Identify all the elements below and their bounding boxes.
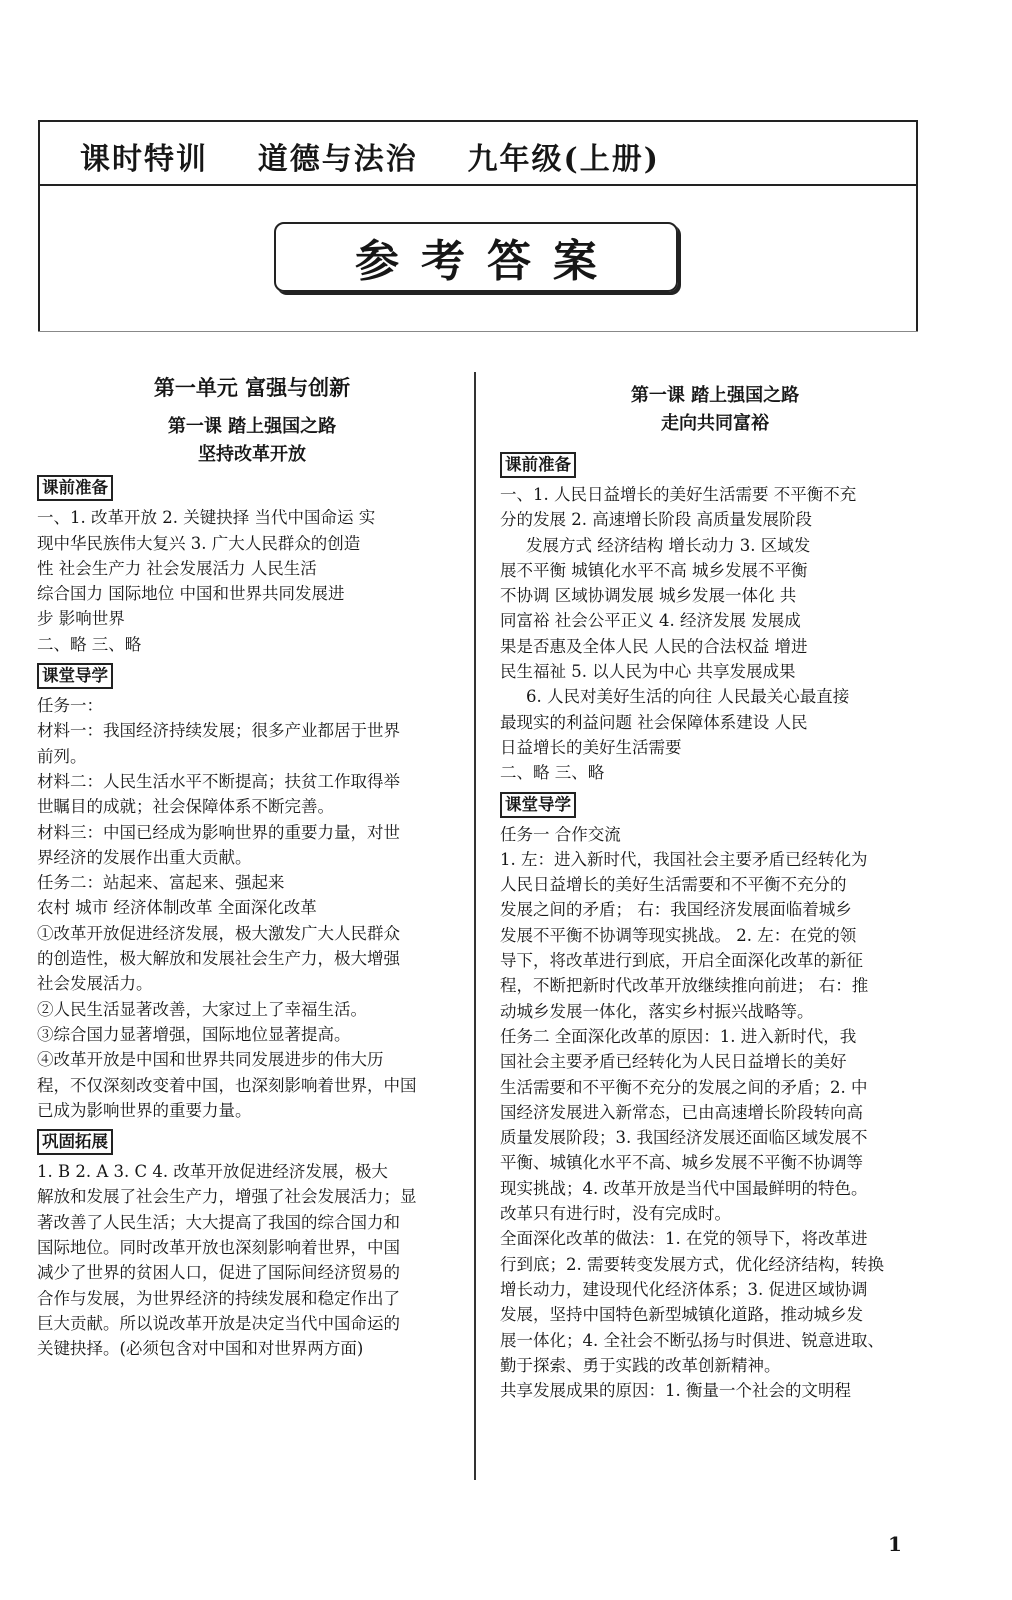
text-line: 果是否惠及全体人民 人民的合法权益 增进 [500,636,808,656]
text-line: 展一体化；4. 全社会不断弘扬与时俱进、锐意进取、 [500,1330,884,1350]
text-line: 界经济的发展作出重大贡献。 [37,847,252,867]
text-line: 社会发展活力。 [37,974,153,994]
text-line: 解放和发展了社会生产力，增强了社会发展活力；显 [37,1187,417,1207]
text-line: 勤于探索、勇于实践的改革创新精神。 [500,1355,781,1375]
text-line: 前列。 [37,746,87,766]
class-answers [37,693,467,1123]
section-tag-class: 课堂导学 [500,792,576,818]
text-line: 现中华民族伟大复兴 3. 广大人民群众的创造 [37,533,361,553]
text-line: 任务二：站起来、富起来、强起来 [37,873,285,893]
text-line: 增长动力，建设现代化经济体系；3. 促进区域协调 [500,1279,868,1299]
text-line: 6. 人民对美好生活的向往 人民最关心最直接 [526,687,850,707]
answer-banner-text: 参考答案 [355,236,619,287]
column-divider [474,372,476,1480]
text-line: 共享发展成果的原因：1. 衡量一个社会的文明程 [500,1381,851,1401]
text-line: 民生福祉 5. 以人民为中心 共享发展成果 [500,662,796,682]
text-line: 导下，将改革进行到底，开启全面深化改革的新征 [500,951,863,971]
text-line: 合作与发展，为世界经济的持续发展和稳定作出了 [37,1288,400,1308]
section-tag-consolidate: 巩固拓展 [37,1129,113,1155]
book-title: 课时特训 道德与法治 九年级(上册) [80,142,660,177]
text-line: 同富裕 社会公平正义 4. 经济发展 发展成 [500,611,801,631]
lesson-subtitle: 走向共同富裕 [661,413,769,434]
text-line: 国经济发展进入新常态，已由高速增长阶段转向高 [500,1102,863,1122]
text-line: ①改革开放促进经济发展，极大激发广大人民群众 [37,923,400,943]
text-line: 二、略 三、略 [500,763,605,783]
text-line: 改革只有进行时，没有完成时。 [500,1204,731,1224]
text-line: 生活需要和不平衡不充分的发展之间的矛盾；2. 中 [500,1077,868,1097]
text-line: 日益增长的美好生活需要 [500,737,682,757]
book-header [38,120,918,332]
text-line: 材料二：人民生活水平不断提高；扶贫工作取得举 [37,771,400,791]
right-column [500,372,930,1403]
text-line: 行到底；2. 需要转变发展方式，优化经济结构，转换 [500,1254,884,1274]
text-line: ④改革开放是中国和世界共同发展进步的伟大历 [37,1050,384,1070]
text-line: 减少了世界的贫困人口，促进了国际间经济贸易的 [37,1263,400,1283]
consolidate-answers [37,1159,467,1361]
text-line: 全面深化改革的做法：1. 在党的领导下，将改革进 [500,1229,868,1249]
text-line: 展不平衡 城镇化水平不高 城乡发展不平衡 [500,560,808,580]
text-line: 材料一：我国经济持续发展；很多产业都居于世界 [37,721,400,741]
text-line: 最现实的利益问题 社会保障体系建设 人民 [500,712,808,732]
text-line: 不协调 区域协调发展 城乡发展一体化 共 [500,586,797,606]
text-line: 程，不断把新时代改革开放继续推向前进； 右：推 [500,976,869,996]
text-line: 任务一： [37,696,103,716]
text-line: 现实挑战；4. 改革开放是当代中国最鲜明的特色。 [500,1178,868,1198]
text-line: 已成为影响世界的重要力量。 [37,1100,252,1120]
text-line: 人民日益增长的美好生活需要和不平衡不充分的 [500,875,847,895]
header-rule [38,184,918,186]
class-answers [500,822,930,1404]
left-column [37,372,467,1362]
lesson-subtitle: 坚持改革开放 [198,444,306,466]
text-line: 一、1. 改革开放 2. 关键抉择 当代中国命运 实 [37,508,376,528]
text-line: 任务一 合作交流 [500,824,621,844]
answer-banner [274,222,678,292]
lesson-title: 第一课 踏上强国之路 [167,416,337,438]
lesson-title: 第一课 踏上强国之路 [630,385,800,406]
text-line: ②人民生活显著改善，大家过上了幸福生活。 [37,999,367,1019]
text-line: 的创造性，极大解放和发展社会生产力，极大增强 [37,949,400,969]
text-line: 世瞩目的成就；社会保障体系不断完善。 [37,797,334,817]
unit-title: 第一单元 富强与创新 [153,376,351,400]
text-line: 发展不平衡不协调等现实挑战。 2. 左：在党的领 [500,925,857,945]
header-bottom-rule [38,331,918,332]
text-line: 巨大贡献。所以说改革开放是决定当代中国命运的 [37,1313,400,1333]
text-line: ③综合国力显著增强，国际地位显著提高。 [37,1024,351,1044]
text-line: 综合国力 国际地位 中国和世界共同发展进 [37,584,345,604]
text-line: 国社会主要矛盾已经转化为人民日益增长的美好 [500,1052,847,1072]
prep-answers [500,482,930,786]
text-line: 分的发展 2. 高速增长阶段 高质量发展阶段 [500,510,812,530]
text-line: 平衡、城镇化水平不高、城乡发展不平衡不协调等 [500,1153,863,1173]
text-line: 步 影响世界 [37,609,125,629]
section-tag-prep: 课前准备 [500,452,576,478]
text-line: 动城乡发展一体化，落实乡村振兴战略等。 [500,1001,814,1021]
text-line: 农村 城市 经济体制改革 全面深化改革 [37,898,317,918]
page-number: 1 [888,1532,902,1556]
text-line: 性 社会生产力 社会发展活力 人民生活 [37,558,317,578]
text-line: 关键抉择。(必须包含对中国和对世界两方面) [37,1339,364,1359]
text-line: 1. 左：进入新时代，我国社会主要矛盾已经转化为 [500,849,868,869]
text-line: 质量发展阶段；3. 我国经济发展还面临区域发展不 [500,1128,868,1148]
text-line: 程，不仅深刻改变着中国，也深刻影响着世界，中国 [37,1075,417,1095]
text-line: 二、略 三、略 [37,634,142,654]
section-tag-class: 课堂导学 [37,663,113,689]
text-line: 1. B 2. A 3. C 4. 改革开放促进经济发展，极大 [37,1162,388,1182]
prep-answers [37,505,467,657]
text-line: 材料三：中国已经成为影响世界的重要力量，对世 [37,822,400,842]
section-tag-prep: 课前准备 [37,475,113,501]
text-line: 一、1. 人民日益增长的美好生活需要 不平衡不充 [500,485,857,504]
text-line: 著改善了人民生活；大大提高了我国的综合国力和 [37,1212,400,1232]
text-line: 国际地位。同时改革开放也深刻影响着世界，中国 [37,1238,400,1258]
text-line: 发展之间的矛盾； 右：我国经济发展面临着城乡 [500,900,852,920]
text-line: 发展方式 经济结构 增长动力 3. 区域发 [526,535,811,555]
text-line: 发展，坚持中国特色新型城镇化道路，推动城乡发 [500,1305,863,1325]
text-line: 任务二 全面深化改革的原因：1. 进入新时代，我 [500,1026,857,1046]
